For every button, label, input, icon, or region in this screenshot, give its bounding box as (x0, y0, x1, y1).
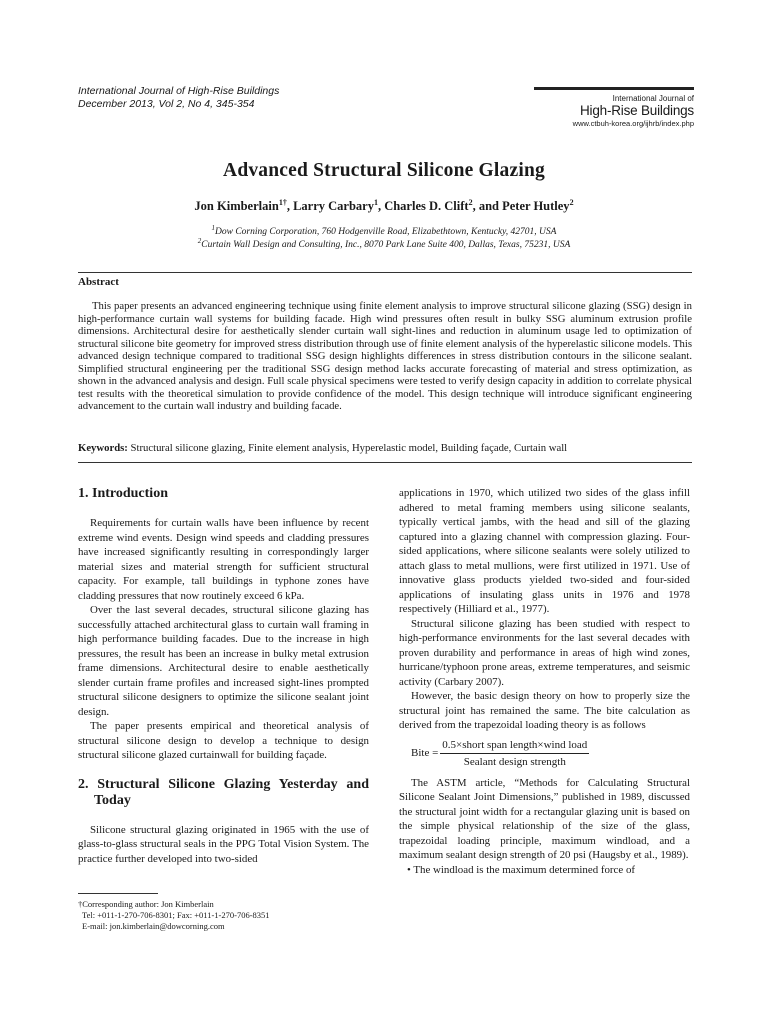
footnote-rule (78, 893, 158, 894)
bullet-item (399, 863, 690, 878)
bullet-text: The windload is the maximum determined force of (413, 863, 636, 876)
affiliation-1 (0, 224, 768, 237)
right-paragraph-4: The ASTM article, “Methods for Calculating Structural Silicone Sealant Joint Dimensions,” published in 1989, discussed the structural joint width for a rectangular glazing unit is based on the simple physical relationship of the size of the glass, trapezoidal loading principle, maximum windload, and a maximum sealant design strength of 20 psi (Haugsby et al., 1989). (399, 776, 690, 861)
author-3-sup: 2 (468, 198, 473, 207)
journal-citation (78, 85, 279, 111)
section-2-heading: 2. Structural Silicone Glazing Yesterday and Today (78, 776, 369, 808)
author-list: Jon Kimberlain$^{1\dagger}$, Larry Carbary$^1$, Charles D. Clift$^2$, and Peter Hutley$^2$ (194, 198, 574, 214)
formula-fraction (440, 738, 589, 770)
formula-denominator: Sealant design strength (463, 756, 566, 768)
footnote-corresponding: †Corresponding author: Jon Kimberlain (78, 899, 214, 909)
logo-bar (534, 87, 694, 90)
affiliation-2-text: Curtain Wall Design and Consulting, Inc., 8070 Park Lane Suite 400, Dallas, Texas, 75231, USA (201, 240, 571, 251)
journal-issue: December 2013, Vol 2, No 4, 345-354 (78, 98, 255, 110)
section-1-paragraph-3: The paper presents empirical and theoretical analysis of structural silicone design to develop a technique to design structural silicone glazed curtainwall for building façade. (78, 720, 369, 761)
logo-url: www.ctbuh-korea.org/ijhrb/index.php (572, 119, 694, 128)
affiliation-1-num: 1 (211, 224, 216, 232)
left-column (78, 486, 369, 866)
footnote (78, 899, 270, 932)
keywords (78, 442, 692, 455)
section-1-paragraph-2: Over the last several decades, structural silicone glazing has successfully attached architectural glass to curtain wall framing in high performance building facades. Due to the increase in high pressures, the result has been an increase in bulky metal extrusion frame dimensions. Architectural desire to enable aesthetically slender curtain frame profiles and increased sight-lines prompted structural silicone designers to optimize the silicone sealant joint design. (78, 604, 369, 718)
author-1-sup: 1† (278, 198, 287, 207)
bullet-icon: • (407, 863, 414, 876)
author-2-sup: 1 (373, 198, 378, 207)
section-1-heading: 1. Introduction (78, 486, 168, 501)
journal-name: International Journal of High-Rise Buildings (78, 85, 280, 97)
author-4: Peter Hutley (502, 199, 570, 214)
abstract-text: This paper presents an advanced engineering technique using finite element analysis to improve structural silicone glazing (SSG) design in high-performance curtain wall systems for building facade. High wind pressures often result in bulky SSG aluminum extrusion profile dimensions. Architectural desire for aesthetically slender curtain wall sight-lines and reduction in aluminum usage led to optimization of structural silicone bite geometry for improved stress distribution through use of finite element analysis of the hyperelastic silicone models. This advanced design technique compared to traditional SSG design highlights differences in stress distribution contours in the silicone sealant. Simplified structural engineering per the traditional SSG design method lacks accurate forecasting of material and stress optimization, as shown in the advanced analysis and design. Full scale physical specimens were tested to verify design capacity in addition to correlate physical test results with the theoretical simulation to provide confidence of the model. This design technique will introduce significant engineering advancement to the curtain wall industry and building facade. (78, 300, 692, 413)
affiliation-1-text: Dow Corning Corporation, 760 Hodgenville Road, Elizabethtown, Kentucky, 42701, USA (215, 227, 557, 238)
formula-numerator: 0.5×short span length×wind load (440, 738, 589, 755)
logo-line2: High-Rise Buildings (579, 103, 694, 118)
author-1: Jon Kimberlain (194, 199, 279, 214)
section-1-paragraph-1: Requirements for curtain walls have been influence by recent extreme wind events. Design wind speeds and cladding pressures have increased significantly resulting in correspondingly larger material sizes and material strength for sufficient structural capacity. For example, tall buildings in typhone zones have cladding pressures that now routinely exceed 6 kPa. (78, 517, 369, 602)
section-2-paragraph-1: Silicone structural glazing originated in 1965 with the use of glass-to-glass structural seals in the PPG Total Vision System. The practice further developed into two-sided (78, 823, 369, 865)
keywords-text: Structural silicone glazing, Finite element analysis, Hyperelastic model, Building façade, Curtain wall (130, 442, 568, 454)
paper-title: Advanced Structural Silicone Glazing (223, 160, 545, 181)
author-4-sup: 2 (569, 198, 574, 207)
right-paragraph-2: Structural silicone glazing has been studied with respect to high-performance environments for the last several decades with proven durability and performance in areas of high wind zones, hurricane/typhoon prone areas, extreme temperatures, and seismic activity (Carbary 2007). (399, 617, 690, 688)
right-paragraph-1: applications in 1970, which utilized two sides of the glass infill adhered to metal framing members using silicone sealants, typically vertical jambs, with the head and sill of the glazing captured into a glazing channel with compression glazing. Four-sided applications, where silicone sealants were solely utilized to attach glass to metal mullions, were first utilized in 1971. Use of innovative glass products yielded two-sided and four-sided applications of insulating glass units in 1976 and 1978 respectively (Hilliard et al., 1977). (399, 487, 690, 615)
abstract-heading: Abstract (78, 276, 119, 288)
journal-logo (534, 87, 694, 129)
formula-lhs: Bite = (411, 747, 439, 760)
author-3: Charles D. Clift (384, 199, 469, 214)
keywords-label: Keywords: (78, 442, 128, 454)
right-paragraph-3: However, the basic design theory on how to properly size the structural joint has remained the same. The bite calculation as derived from the trapezoidal loading theory is as follows (399, 690, 690, 731)
abstract-top-rule (78, 272, 692, 273)
footnote-email: E-mail: jon.kimberlain@dowcorning.com (82, 921, 225, 931)
affiliation-2-num: 2 (197, 237, 202, 245)
footnote-phone: Tel: +011-1-270-706-8301; Fax: +011-1-270-706-8351 (82, 910, 270, 920)
abstract-bottom-rule (78, 462, 692, 463)
affiliation-2 (0, 237, 768, 250)
logo-line1: International Journal of (612, 94, 694, 103)
right-column (399, 486, 690, 877)
bite-formula (411, 738, 690, 770)
author-2: Larry Carbary (293, 199, 374, 214)
